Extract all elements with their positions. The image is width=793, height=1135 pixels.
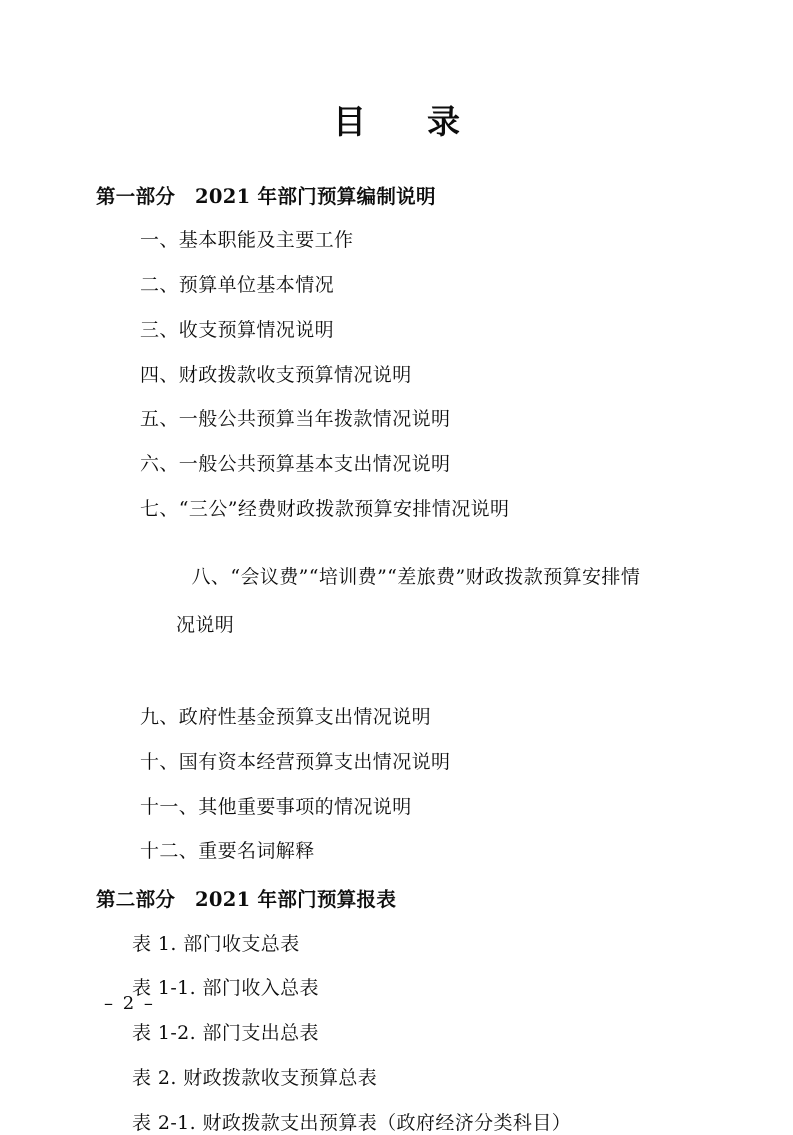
toc-section-one (0, 185, 793, 864)
toc-item[interactable]: 九、政府性基金预算支出情况说明 (140, 706, 432, 729)
toc-item[interactable]: 表 1. 部门收支总表 (132, 932, 300, 955)
toc-item[interactable]: 五、一般公共预算当年拨款情况说明 (140, 408, 451, 431)
toc-item[interactable]: 十一、其他重要事项的情况说明 (140, 795, 412, 818)
toc-item[interactable]: 表 1-1. 部门收入总表 (132, 977, 319, 1000)
toc-item[interactable]: 四、财政拨款收支预算情况说明 (140, 363, 412, 386)
toc-item[interactable]: 表 1-2. 部门支出总表 (132, 1022, 319, 1045)
toc-item[interactable]: 表 2. 财政拨款收支预算总表 (132, 1066, 378, 1089)
page-number: – 2 – (104, 993, 155, 1014)
toc-section-heading: 第二部分 2021 年部门预算报表 (96, 888, 397, 912)
toc-item[interactable]: 六、一般公共预算基本支出情况说明 (140, 453, 451, 476)
toc-item[interactable]: 十、国有资本经营预算支出情况说明 (140, 750, 451, 773)
toc-item[interactable]: 七、“三公”经费财政拨款预算安排情况说明 (140, 497, 510, 520)
toc-item[interactable]: 三、收支预算情况说明 (140, 318, 335, 341)
toc-item[interactable]: 表 2-1. 财政拨款支出预算表（政府经济分类科目） (132, 1111, 572, 1134)
page-title: 目 录 (333, 102, 474, 141)
toc-item[interactable]: 十二、重要名词解释 (140, 840, 315, 863)
toc-item-line-1: 八、“会议费”“培训费”“差旅费”财政拨款预算安排情 (191, 566, 641, 589)
toc-section-heading: 第一部分 2021 年部门预算编制说明 (96, 185, 436, 208)
toc-item[interactable]: 二、预算单位基本情况 (140, 274, 335, 297)
toc-item[interactable]: 一、基本职能及主要工作 (140, 229, 354, 252)
toc-item-line-2: 况说明 (176, 613, 235, 636)
toc-item[interactable] (0, 543, 793, 686)
